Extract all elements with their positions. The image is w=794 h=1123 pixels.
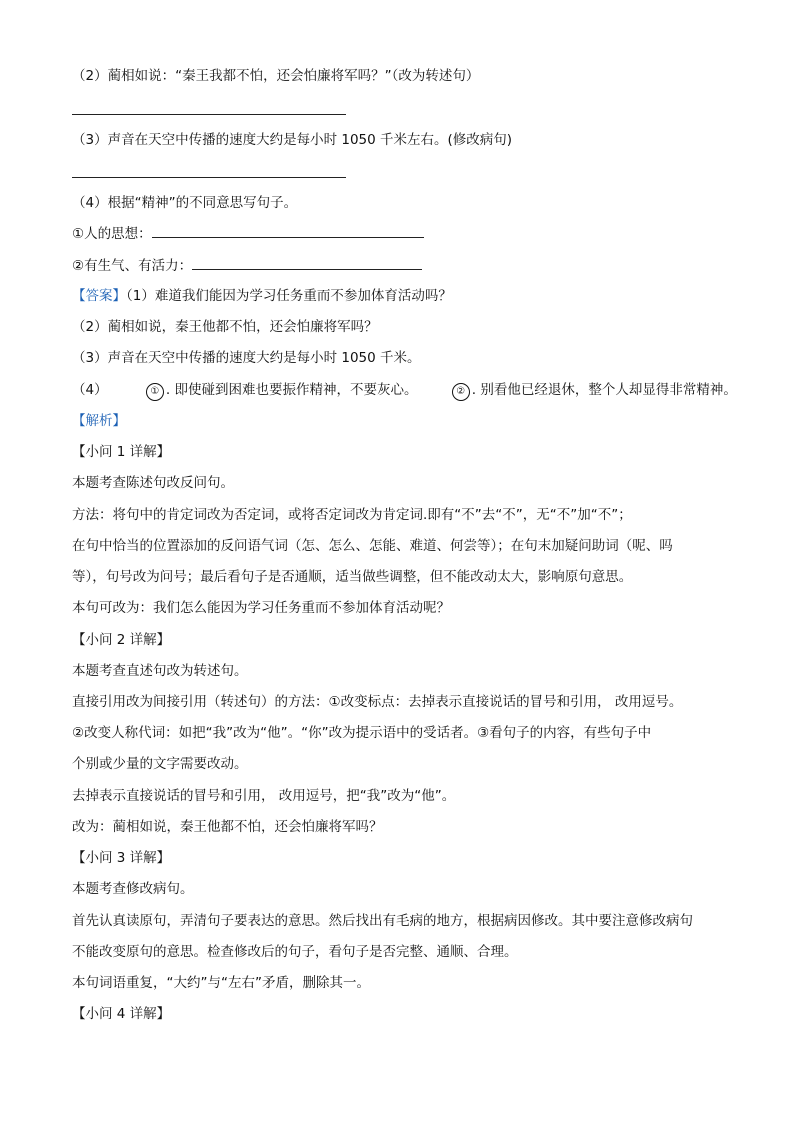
paragraph-line: 本句可改为：我们怎么能因为学习任务重而不参加体育活动呢？ — [72, 600, 450, 616]
item-label: ②有生气、有活力： — [72, 258, 193, 274]
answer-blank-line — [192, 257, 422, 270]
section-heading: 【小问 4 详解】 — [72, 1006, 171, 1022]
answer-text: （1）难道我们能因为学习任务重而不参加体育活动吗？ — [126, 288, 452, 304]
answer-label: （4） — [72, 382, 108, 398]
section-heading: 【小问 1 详解】 — [72, 444, 171, 460]
question-3-prompt: （3）声音在天空中传播的速度大约是每小时 1050 千米左右。(修改病句) — [72, 132, 513, 148]
paragraph-line: 本题考查陈述句改反问句。 — [72, 475, 234, 491]
circled-number: ② — [452, 383, 470, 401]
paragraph-line: 去掉表示直接说话的冒号和引用， 改用逗号，把“我”改为“他”。 — [72, 788, 456, 804]
answer-blank-line — [72, 114, 346, 115]
item-label: ①人的思想： — [72, 226, 152, 242]
answer-blank-line — [152, 225, 424, 238]
answer-line-3: （3）声音在天空中传播的速度大约是每小时 1050 千米。 — [72, 350, 421, 366]
paragraph-line: 不能改变原句的意思。检查修改后的句子，看句子是否完整、通顺、合理。 — [72, 944, 518, 960]
answer-sentence: . 别看他已经退休，整个人却显得非常精神。 — [471, 382, 737, 398]
section-heading: 【小问 3 详解】 — [72, 850, 171, 866]
answer-line-1 — [72, 286, 452, 306]
paragraph-line: 本题考查修改病句。 — [72, 881, 194, 897]
paragraph-line: 直接引用改为间接引用（转述句）的方法：①改变标点：去掉表示直接说话的冒号和引用， 改用逗号。 — [72, 694, 683, 710]
paragraph-line: 等），句号改为问号；最后看句子是否通顺，适当做些调整，但不能改动太大，影响原句意思。 — [72, 569, 633, 585]
analysis-tag: 【解析】 — [72, 413, 126, 429]
section-heading: 【小问 2 详解】 — [72, 632, 171, 648]
question-2-prompt: （2）蔺相如说：“秦王我都不怕，还会怕廉将军吗？”（改为转述句） — [72, 68, 480, 84]
paragraph-line: ②改变人称代词：如把“我”改为“他”。“你”改为提示语中的受话者。③看句子的内容，有些句子中 — [72, 725, 652, 741]
answer-tag: 【答案】 — [72, 288, 126, 304]
paragraph-line: 本题考查直述句改为转述句。 — [72, 663, 248, 679]
paragraph-line: 个别或少量的文字需要改动。 — [72, 756, 248, 772]
answer-blank-line — [72, 177, 346, 178]
paragraph-line: 首先认真读原句，弄清句子要表达的意思。然后找出有毛病的地方，根据病因修改。其中要注意修改病句 — [72, 913, 693, 929]
answer-line-4 — [72, 380, 737, 401]
question-4-prompt: （4）根据“精神”的不同意思写句子。 — [72, 195, 298, 211]
answer-sentence: . 即使碰到困难也要振作精神，不要灰心。 — [165, 382, 418, 398]
paragraph-line: 本句词语重复，“大约”与“左右”矛盾，删除其一。 — [72, 975, 370, 991]
paragraph-line: 在句中恰当的位置添加的反问语气词（怎、怎么、怎能、难道、何尝等）；在句末加疑问助词（呢、吗 — [72, 538, 673, 554]
circled-number: ① — [146, 383, 164, 401]
paragraph-line: 改为：蔺相如说，秦王他都不怕，还会怕廉将军吗？ — [72, 819, 383, 835]
answer-line-2: （2）蔺相如说，秦王他都不怕，还会怕廉将军吗？ — [72, 319, 378, 335]
paragraph-line: 方法：将句中的肯定词改为否定词，或将否定词改为肯定词.即有“不”去“不”，无“不”加“不”； — [72, 507, 632, 523]
question-4-item-1 — [72, 224, 424, 244]
question-4-item-2 — [72, 256, 422, 276]
